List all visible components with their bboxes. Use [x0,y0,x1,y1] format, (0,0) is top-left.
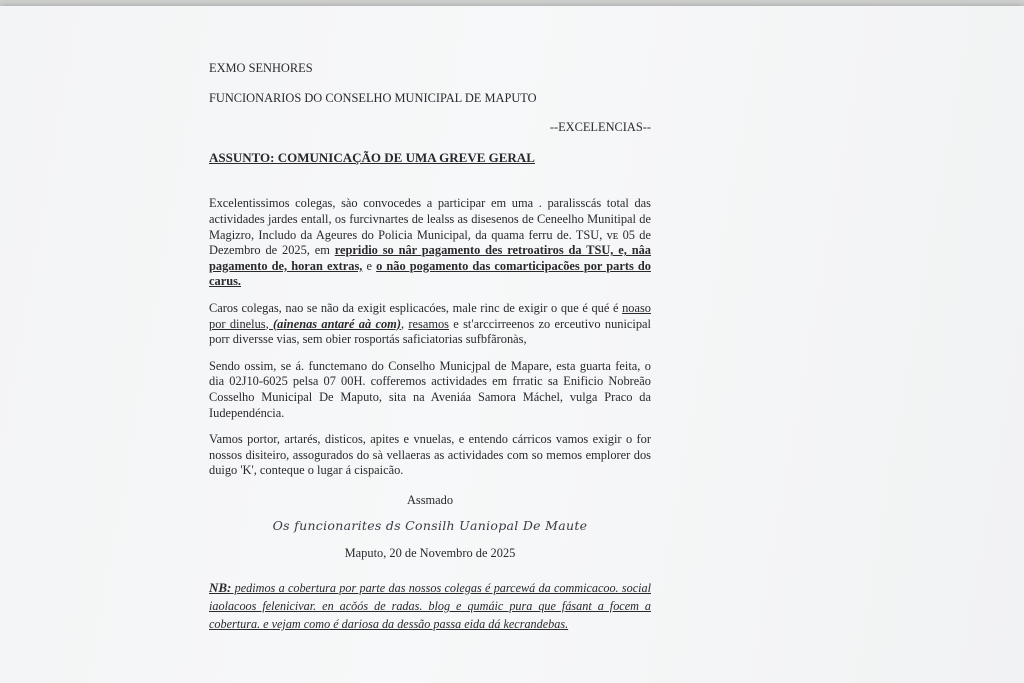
note-label: NB: [209,579,232,595]
letter-body [209,61,651,645]
paragraph-2 [209,301,651,348]
paragraph-3: Sendo ossim, se á. functemano do Conselho Municjpal de Mapare, esta guarta feita, o dia 02J10-6025 pelsa 07 00H. cofferemos actividades em frratic sa Enificio Nobreão Cosselho Municipal De Maputo, sita na Aveniáa Samora Máchel, vulga Praco da Iudependéncia. [209,358,651,420]
paragraph-2-emphasis-3: resamos [408,316,449,331]
subject-line: ASSUNTO: COMUNICAÇÃO DE UMA GREVE GERAL [209,149,535,165]
paragraph-1-emphasis-2: o não pogamento das comarticipacões por parts do carus. [209,258,651,289]
recipient-line-2: FUNCIONARIOS DO CONSELHO MUNICIPAL DE MAPUTO [209,90,537,105]
paragraph-1-connector: e [362,258,377,273]
signature: Os funcionarites ds Consilh Uaniopal De Maute [272,518,588,534]
paragraph-1 [209,196,651,290]
paragraph-2-emphasis-2: (ainenas antaré aà com) [273,316,401,331]
paragraph-2-emphasis-1: noaso por dinelus, [209,300,651,331]
paragraph-1-text: Excelentissimos colegas, sào convocedes a participar em uma . paralisscás total das actividades jardes entall, os furcivnartes de lealss as disesenos de Ceneelho Munitipal de Magizro, Includo da Ageures do Policia Municipal, da quama ferru de. TSU, ᴠᴇ 05 de Dezembro de 2025, em [209,196,651,258]
recipient-line-1: EXMO SENHORES [209,61,313,75]
paragraph-2-text-1: Caros colegas, nao se não da exigit esplicacóes, male rinc de exigir o que é qué é [209,300,623,315]
paragraph-1-emphasis-1: repridio so nâr pagamento des retroatiros da TSU, e, nâa pagamento de, horan extras, [209,243,651,273]
paragraph-4: Vamos portor, artarés, disticos, apites e vnuelas, e entendo cárricos vamos exigir o for nossos disiteiro, assogurados do sà vellaeras as actividades com so memos emplorer dos duigo 'K', conteque o lugar á cispaicão. [209,432,651,478]
document-page [0,6,1024,683]
paragraph-2-connector: , [400,316,409,331]
place-and-date: Maputo, 20 de Novembro de 2025 [344,546,516,561]
note-text: pedimos a cobertura por parte das nossos colegas é parcewá da commicacoo. social iaolacoos felenicivar. en acǒós de radas. blog e qumáic pura que fásant a focem a cobertura. e vejam como é dariosa da dessão passa eida dá kecrandebas. [209,580,651,631]
note-block [209,579,651,633]
signed-label: Assmado [406,492,454,507]
salutation: --EXCELENCIAS-- [549,120,651,135]
paragraph-2-text-2: e st'arccirreenos zo erceutivo nunicipal porr diversse vias, sem obier rosportás saficiatorias sufbfãronàs, [209,316,651,347]
